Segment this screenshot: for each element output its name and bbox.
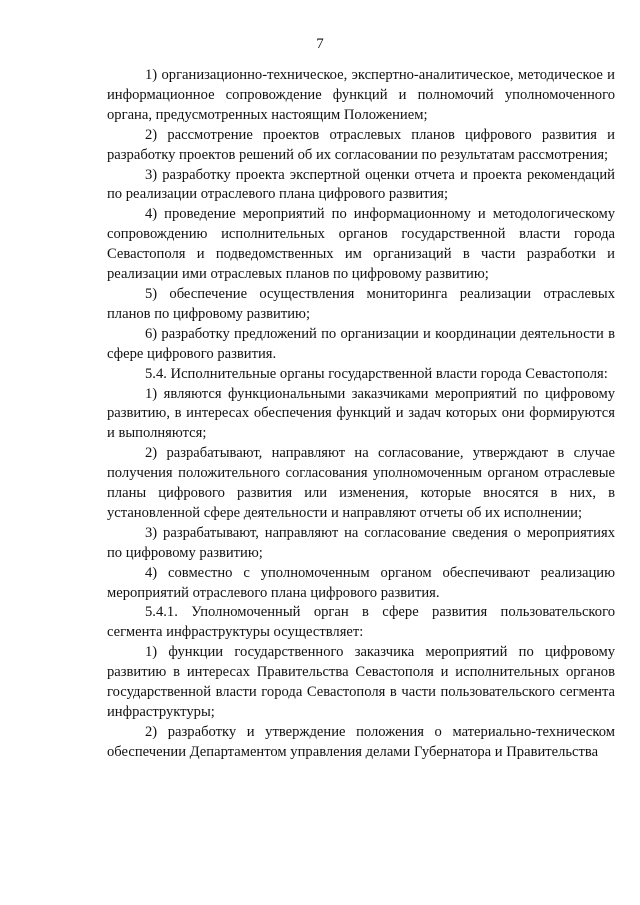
section-heading-5-4: 5.4. Исполнительные органы государственной власти города Севастополя:: [145, 365, 608, 382]
paragraph-1: 1) организационно-техническое, экспертно-аналитическое, методическое и информационное сопровождение функций и полномочий уполномоченного органа, предусмотренных настоящим Положением;: [107, 67, 615, 123]
paragraph-3: 3) разработку проекта экспертной оценки отчета и проекта рекомендаций по реализации отраслевого плана цифрового развития;: [107, 166, 615, 203]
paragraph-12: 2) разработку и утверждение положения о материально-техническом обеспечении Департаментом управления делами Губернатора и Правительства: [107, 723, 615, 760]
paragraph-5: 5) обеспечение осуществления мониторинга реализации отраслевых планов по цифровому развитию;: [107, 285, 615, 322]
paragraph-7: 1) являются функциональными заказчиками мероприятий по цифровому развитию, в интересах обеспечения функций и задач которых они формируются и выполняются;: [107, 385, 615, 442]
paragraph-10: 4) совместно с уполномоченным органом обеспечивают реализацию мероприятий отраслевого плана цифрового развития.: [107, 564, 615, 601]
paragraph-2: 2) рассмотрение проектов отраслевых планов цифрового развития и разработку проектов решений об их согласовании по результатам рассмотрения;: [107, 126, 615, 163]
section-heading-5-4-1: 5.4.1. Уполномоченный орган в сфере развития пользовательского сегмента инфраструктуры осуществляет:: [107, 604, 615, 641]
paragraph-11: 1) функции государственного заказчика мероприятий по цифровому развитию в интересах Правительства Севастополя и исполнительных органов государственной власти города Севастополя в части пользовательского сегмента инфраструктуры;: [107, 644, 615, 720]
paragraph-4: 4) проведение мероприятий по информационному и методологическому сопровождению исполнительных органов государственной власти города Севастополя и подведомственных им организаций в части разработки и реализации ими отраслевых планов по цифровому развитию;: [107, 206, 615, 283]
page-number: 7: [316, 36, 324, 52]
paragraph-6: 6) разработку предложений по организации и координации деятельности в сфере цифрового развития.: [107, 325, 615, 362]
paragraph-9: 3) разрабатывают, направляют на согласование сведения о мероприятиях по цифровому развитию;: [107, 524, 615, 561]
document-body: [107, 66, 615, 763]
paragraph-8: 2) разрабатывают, направляют на согласование, утверждают в случае получения положительного согласования уполномоченным органом отраслевые планы цифрового развития или изменения, которые вносятся в них, в установленной сфере деятельности и направляют отчеты об их исполнении;: [107, 445, 615, 521]
